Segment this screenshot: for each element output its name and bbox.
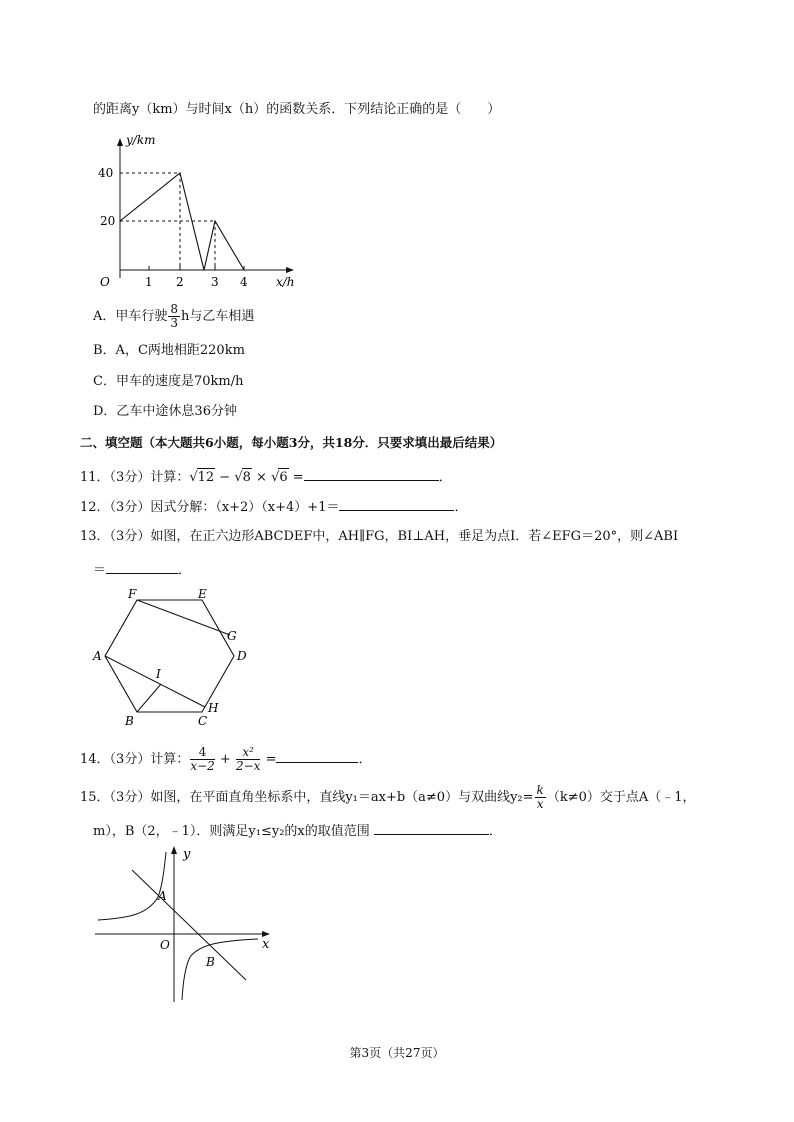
q10-ytick-40: 40 bbox=[98, 166, 114, 180]
q11: 11．（3分）计算：√12 − √8 × √6 = ． bbox=[80, 467, 452, 487]
q13-hexagon-figure bbox=[88, 585, 258, 730]
q13-label-c: C bbox=[198, 714, 208, 728]
q15-label-o: O bbox=[160, 938, 170, 952]
q10-option-c: C．甲车的速度是70km/h bbox=[93, 374, 244, 389]
q15-answer-blank[interactable] bbox=[374, 821, 489, 835]
q13-label-h: H bbox=[208, 701, 219, 715]
q13-label-g: G bbox=[227, 629, 237, 643]
q13-label-b: B bbox=[125, 714, 134, 728]
q15-line1: 15．（3分）如图，在平面直角坐标系中，直线y₁＝ax+b（a≠0）与双曲线y₂= $\frac{k}{x}$ （k≠0）交于点A（﹣1， bbox=[80, 783, 696, 811]
q10-xtick-2: 2 bbox=[176, 275, 184, 289]
q15-label-b: B bbox=[206, 955, 215, 969]
q10-distance-time-graph bbox=[88, 128, 308, 293]
q13-answer-blank[interactable] bbox=[106, 560, 178, 574]
q11-answer-blank[interactable] bbox=[304, 467, 439, 481]
q13-label-d: D bbox=[237, 649, 247, 663]
q15-label-y: y bbox=[183, 847, 191, 862]
q10-ytick-20: 20 bbox=[100, 214, 116, 228]
q12: 12．（3分）因式分解：（x+2）（x+4）+1＝ ． bbox=[80, 497, 467, 517]
page-footer: 第3页（共27页） bbox=[349, 1046, 445, 1060]
q10-option-d: D．乙车中途休息36分钟 bbox=[93, 404, 237, 419]
section2-title: 二、填空题（本大题共6小题，每小题3分，共18分．只要求填出最后结果） bbox=[80, 435, 503, 450]
q13-label-e: E bbox=[198, 587, 207, 601]
q13-label-f: F bbox=[128, 587, 137, 601]
q10-xlabel: x/h bbox=[276, 275, 295, 289]
q14: 14．（3分）计算： $\frac{4}{x-2}$ + $\frac{\text{x²}}{2-x}$ = ． bbox=[80, 745, 372, 773]
q10-stem: 的距离y（km）与时间x（h）的函数关系．下列结论正确的是（ ） bbox=[93, 102, 501, 117]
q13-label-a: A bbox=[93, 649, 102, 663]
q15-line2: m），B（2，﹣1）．则满足y₁≤y₂的x的取值范围 ． bbox=[93, 821, 502, 841]
q10-xtick-3: 3 bbox=[211, 275, 219, 289]
q10-option-b: B．A，C两地相距220km bbox=[93, 343, 245, 358]
q15-label-a: A bbox=[158, 889, 167, 903]
q13-label-i: I bbox=[156, 667, 161, 681]
q15-coordinate-graph bbox=[90, 842, 290, 1007]
q14-answer-blank[interactable] bbox=[276, 749, 358, 763]
q10-origin: O bbox=[100, 275, 110, 289]
q13-line2: ＝ ． bbox=[93, 560, 191, 580]
q10-xtick-1: 1 bbox=[145, 275, 153, 289]
q12-answer-blank[interactable] bbox=[339, 497, 454, 511]
q13-line1: 13．（3分）如图，在正六边形ABCDEF中，AH∥FG，BI⊥AH，垂足为点I．若∠EFG＝20°，则∠ABI bbox=[80, 529, 679, 544]
q10-ylabel: y/km bbox=[126, 133, 156, 147]
q10-option-a: A．甲车行驶 $\frac{8}{3}$ h与乙车相遇 bbox=[93, 302, 255, 330]
q10-xtick-4: 4 bbox=[240, 275, 248, 289]
q15-label-x: x bbox=[262, 937, 270, 952]
